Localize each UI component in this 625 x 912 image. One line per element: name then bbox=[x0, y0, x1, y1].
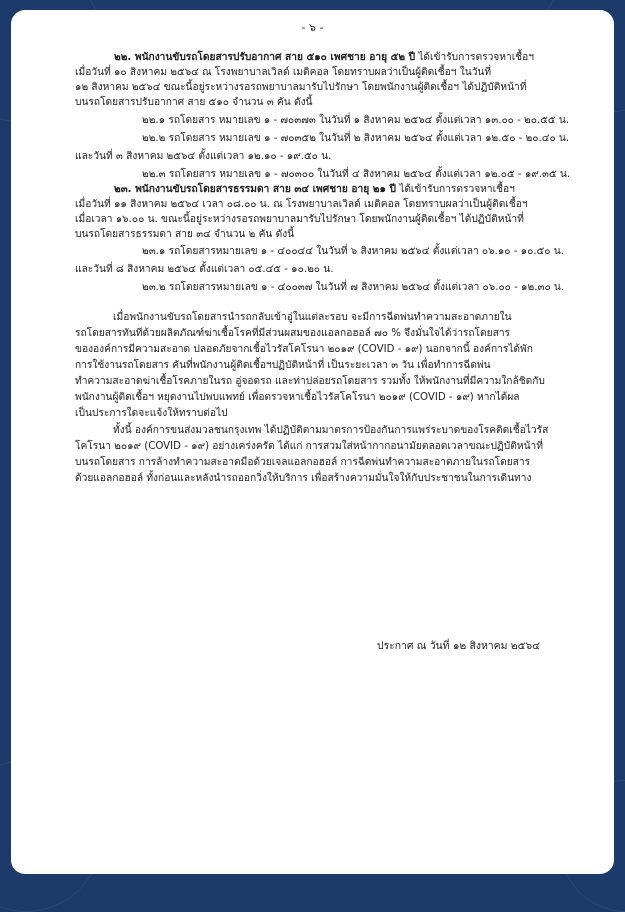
section-22-body-line: บนรถโดยสารปรับอากาศ สาย ๕๑๐ จำนวน ๓ คัน ดังนี้ bbox=[75, 97, 313, 108]
paragraph-2-line: ด้วยแอลกอฮอล์ ทั้งก่อนและหลังนำรถออกวิ่งให้บริการ เพื่อสร้างความมั่นใจให้กับประชาชนในการเดินทาง bbox=[75, 473, 532, 484]
section-22-item-3: ๒๒.๓ รถโดยสาร หมายเลข ๑ - ๗๐๓๐๐ ในวันที่ ๔ สิงหาคม ๒๕๖๔ ตั้งแต่เวลา ๑๒.๐๕ - ๑๙.๓๕ น. bbox=[142, 169, 571, 180]
section-22-body-line: ๑๒ สิงหาคม ๒๕๖๔ ขณะนี้อยู่ระหว่างรอรถพยาบาลมารับไปรักษา โดยพนักงานผู้ติดเชื้อฯ ได้ปฏิบัติหน้าที่ bbox=[75, 82, 527, 93]
paragraph-1-line: การใช้งานรถโดยสาร คันที่พนักงานผู้ติดเชื้อฯปฏิบัติหน้าที่ เป็นระยะเวลา ๓ วัน เพื่อทำการฉีดพ่น bbox=[75, 360, 491, 371]
section-23-body-line: เมื่อวันที่ ๑๑ สิงหาคม ๒๕๖๔ เวลา ๐๘.๐๐ น. ณ โรงพยาบาลเวิลด์ เมดิคอล โดยทราบผลว่าเป็นผู้ติดเชื้อฯ bbox=[75, 199, 528, 210]
section-23-item-1: ๒๓.๑ รถโดยสารหมายเลข ๑ - ๔๐๐๔๔ ในวันที่ ๖ สิงหาคม ๒๕๖๔ ตั้งแต่เวลา ๐๖.๑๐ - ๑๐.๕๐ น. bbox=[142, 246, 564, 257]
page-number: - ๖ - bbox=[301, 21, 324, 34]
section-22-heading-bold: ๒๒. พนักงานขับรถโดยสารปรับอากาศ สาย ๕๑๐ เพศชาย อายุ ๕๒ ปี bbox=[114, 52, 416, 63]
paragraph-2-line: โคโรนา ๒๐๑๙ (COVID - ๑๙) อย่างเคร่งครัด ได้แก่ การสวมใส่หน้ากากอนามัยตลอดเวลาขณะปฏิบัติหน้าที่ bbox=[75, 441, 543, 452]
section-23-item-1-continued: และวันที่ ๘ สิงหาคม ๒๕๖๔ ตั้งแต่เวลา ๐๕.๔๕ - ๑๐.๒๐ น. bbox=[75, 264, 334, 275]
section-23-heading bbox=[114, 182, 515, 197]
section-22-item-2-continued: และวันที่ ๓ สิงหาคม ๒๕๖๔ ตั้งแต่เวลา ๑๒.๑๐ - ๑๙.๕๐ น. bbox=[75, 151, 332, 162]
section-22-item-1: ๒๒.๑ รถโดยสาร หมายเลข ๑ - ๗๐๓๗๓ ในวันที่ ๑ สิงหาคม ๒๕๖๔ ตั้งแต่เวลา ๑๓.๐๐ - ๒๐.๕๕ น. bbox=[142, 115, 570, 126]
paragraph-1-line: เป็นประการใดจะแจ้งให้ทราบต่อไป bbox=[75, 408, 228, 419]
section-23-heading-rest: ได้เข้ารับการตรวจหาเชื้อฯ bbox=[395, 184, 515, 195]
document-page bbox=[11, 10, 614, 874]
document-body bbox=[11, 10, 614, 874]
section-23-body-line: เมื่อเวลา ๑๖.๐๐ น. ขณะนี้อยู่ระหว่างรอรถพยาบาลมารับไปรักษา โดยพนักงานผู้ติดเชื้อฯ ได้ปฏิบัติหน้าที่ bbox=[75, 214, 524, 225]
section-22-item-2: ๒๒.๒ รถโดยสาร หมายเลข ๑ - ๗๐๓๕๒ ในวันที่ ๒ สิงหาคม ๒๕๖๔ ตั้งแต่เวลา ๑๒.๕๐ - ๒๐.๔๐ น. bbox=[142, 133, 570, 144]
paragraph-1-line: เมื่อพนักงานขับรถโดยสารนำรถกลับเข้าอู่ในแต่ละรอบ จะมีการฉีดพ่นทำความสะอาดภายใน bbox=[113, 312, 512, 323]
paragraph-1-line: พนักงานผู้ติดเชื้อฯ หยุดงานไปพบแพทย์ เพื่อตรวจหาเชื้อไวรัสโคโรนา ๒๐๑๙ (COVID - ๑๙) หากได้ผล bbox=[75, 392, 520, 403]
paragraph-1-line: รถโดยสารทันทีด้วยผลิตภัณฑ์ฆ่าเชื้อโรคที่มีส่วนผสมของแอลกอฮอล์ ๗๐ % จึงมั่นใจได้ว่ารถโดยสาร bbox=[75, 328, 511, 339]
section-23-heading-bold: ๒๓. พนักงานขับรถโดยสารธรรมดา สาย ๓๔ เพศชาย อายุ ๒๑ ปี bbox=[114, 184, 396, 195]
paragraph-1-line: ทำความสะอาดฆ่าเชื้อโรคภายในรถ อู่จอดรถ และท่าปล่อยรถโดยสาร รวมทั้ง ให้พนักงานที่มีความใกล้ชิดกับ bbox=[75, 376, 545, 387]
closing-date-line: ประกาศ ณ วันที่ ๑๒ สิงหาคม ๒๕๖๔ bbox=[377, 640, 540, 652]
paragraph-1-line: ขององค์การมีความสะอาด ปลอดภัยจากเชื้อไวรัสโคโรนา ๒๐๑๙ (COVID - ๑๙) นอกจากนี้ องค์การได้พัก bbox=[75, 344, 533, 355]
section-22-heading-rest: ได้เข้ารับการตรวจหาเชื้อฯ bbox=[415, 52, 534, 63]
paragraph-2-line: ทั้งนี้ องค์การขนส่งมวลชนกรุงเทพ ได้ปฏิบัติตามมาตรการป้องกันการแพร่ระบาดของโรคติดเชื้อไวรัส bbox=[113, 425, 549, 436]
section-23-item-2: ๒๓.๒ รถโดยสารหมายเลข ๑ - ๔๐๐๓๗ ในวันที่ ๗ สิงหาคม ๒๕๖๔ ตั้งแต่เวลา ๐๖.๐๐ - ๑๒.๓๐ น. bbox=[142, 282, 565, 293]
section-22-heading bbox=[114, 50, 534, 65]
section-23-body-line: บนรถโดยสารธรรมดา สาย ๓๔ จำนวน ๒ คัน ดังนี้ bbox=[75, 229, 295, 240]
paragraph-2-line: บนรถโดยสาร การล้างทำความสะอาดมือด้วยเจลแอลกอฮอล์ การฉีดพ่นทำความสะอาดภายในรถโดยสาร bbox=[75, 457, 531, 468]
section-22-body-line: เมื่อวันที่ ๑๐ สิงหาคม ๒๕๖๔ ณ โรงพยาบาลเวิลด์ เมดิคอล โดยทราบผลว่าเป็นผู้ติดเชื้อฯ ในวันที่ bbox=[75, 67, 492, 78]
